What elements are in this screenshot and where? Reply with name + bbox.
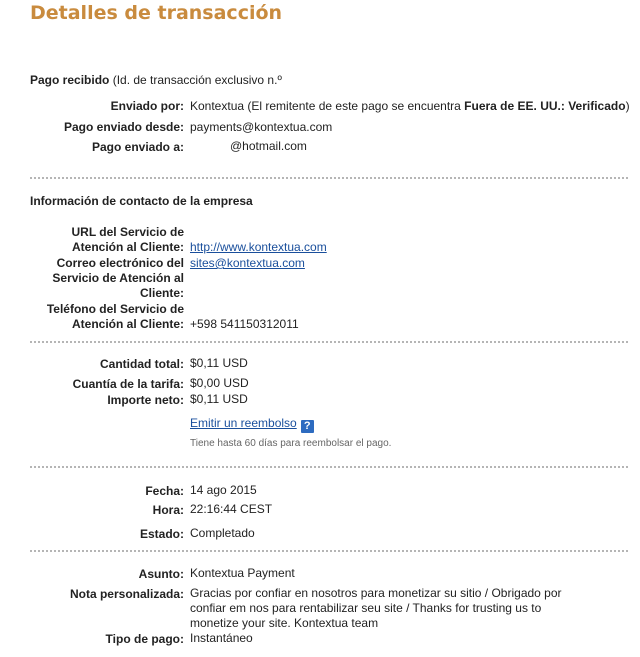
time-label: Hora: <box>152 503 184 517</box>
payment-received-label: Pago recibido <box>30 73 110 87</box>
net-amount-label: Importe neto: <box>107 393 184 407</box>
support-phone-label-line1: Teléfono del Servicio de <box>46 302 184 316</box>
support-phone-value: +598 541150312011 <box>190 317 299 331</box>
support-email-link[interactable]: sites@kontextua.com <box>190 256 305 270</box>
sent-by-value <box>190 99 630 113</box>
support-email-label-line3: Cliente: <box>139 286 184 300</box>
sent-from-label: Pago enviado desde: <box>63 120 184 134</box>
sent-from-value: payments@kontextua.com <box>190 120 333 134</box>
sent-by-label: Enviado por: <box>110 99 184 113</box>
fee-amount-value: $0,00 USD <box>190 376 249 390</box>
net-amount-value: $0,11 USD <box>190 392 248 406</box>
support-email-label-line1: Correo electrónico del <box>56 256 184 270</box>
support-phone-label-line2: Atención al Cliente: <box>71 317 184 331</box>
payment-type-label: Tipo de pago: <box>105 632 184 646</box>
divider <box>30 341 628 343</box>
divider <box>30 466 628 468</box>
total-amount-label: Cantidad total: <box>100 357 184 371</box>
subject-label: Asunto: <box>138 567 184 581</box>
divider <box>30 177 628 179</box>
personal-note-value: Gracias por confiar en nosotros para monetizar su sitio / Obrigado por confiar em nos para rentabilizar seu site / Thanks for trusting us to monetize your site. Kontextua team <box>190 586 562 630</box>
support-url-label-line1: URL del Servicio de <box>71 225 184 239</box>
sender-location: Fuera de EE. UU.: Verificado <box>464 99 626 113</box>
time-value: 22:16:44 CEST <box>190 502 273 516</box>
support-email-label <box>52 256 184 301</box>
personal-note-label: Nota personalizada: <box>69 587 184 601</box>
support-email-label-line2: Servicio de Atención al <box>52 271 184 285</box>
support-url-label-line2: Atención al Cliente: <box>71 240 184 254</box>
date-value: 14 ago 2015 <box>190 483 257 497</box>
help-icon[interactable]: ? <box>301 420 314 433</box>
sender-name: Kontextua (El remitente de este pago se encuentra <box>190 99 465 113</box>
fee-amount-label: Cuantía de la tarifa: <box>72 377 184 391</box>
divider <box>30 550 628 552</box>
support-phone-label <box>47 302 184 332</box>
payment-type-value: Instantáneo <box>190 631 253 645</box>
refund-row <box>190 416 314 433</box>
sent-to-value: @hotmail.com <box>230 139 307 153</box>
page-title: Detalles de transacción <box>30 2 283 24</box>
contact-info-heading: Información de contacto de la empresa <box>30 194 253 208</box>
transaction-id-label: (Id. de transacción exclusivo n.º <box>109 73 282 87</box>
sent-to-label: Pago enviado a: <box>91 140 184 154</box>
support-url-label <box>72 225 184 255</box>
total-amount-value: $0,11 USD <box>190 356 248 370</box>
support-url-link[interactable]: http://www.kontextua.com <box>190 240 327 254</box>
status-value: Completado <box>190 526 255 540</box>
issue-refund-link[interactable]: Emitir un reembolso <box>190 416 297 430</box>
subject-value: Kontextua Payment <box>190 566 295 580</box>
date-label: Fecha: <box>145 484 184 498</box>
payment-received-heading <box>30 73 282 87</box>
sender-close-paren: ) <box>625 99 630 113</box>
status-label: Estado: <box>139 527 184 541</box>
refund-hint: Tiene hasta 60 días para reembolsar el pago. <box>190 438 392 449</box>
